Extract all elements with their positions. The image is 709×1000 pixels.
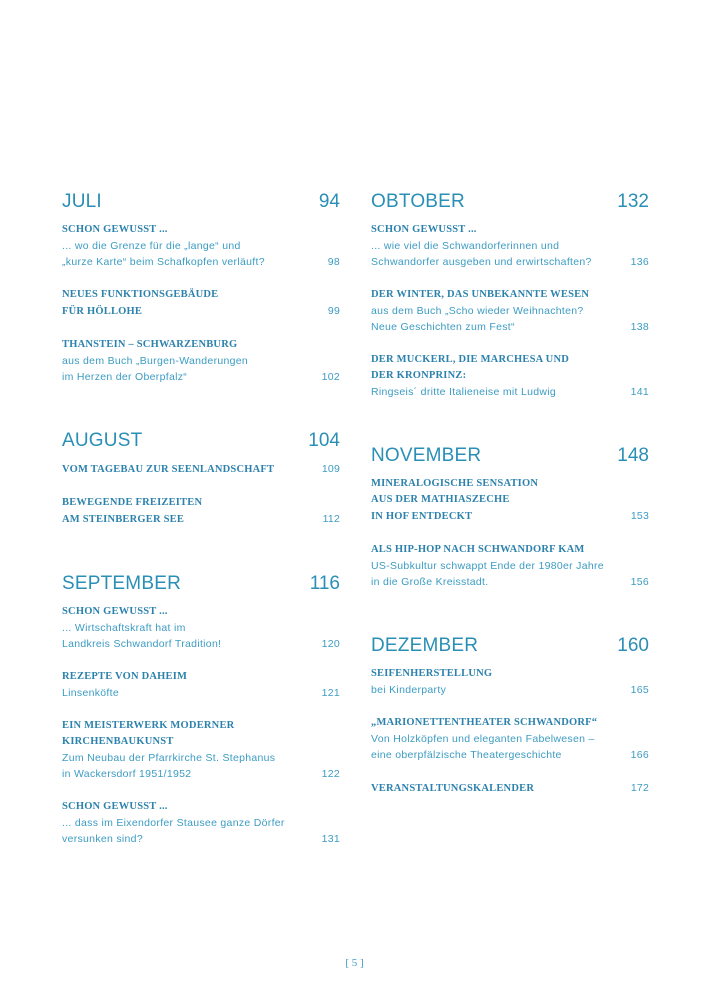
entry-text: ... dass im Eixendorfer Stausee ganze Dörfer — [62, 817, 285, 829]
entry-page-number: 102 — [321, 371, 340, 383]
entry-title-line — [371, 780, 649, 797]
toc-entry — [371, 542, 649, 590]
month-heading — [371, 444, 649, 468]
entry-title-line — [371, 492, 649, 508]
entry-subtitle-line — [62, 369, 340, 385]
entry-text: VOM TAGEBAU ZUR SEENLANDSCHAFT — [62, 464, 275, 475]
entry-page-number: 112 — [322, 513, 340, 525]
entry-subtitle-line — [371, 731, 649, 747]
entry-subtitle-line — [62, 238, 340, 254]
entry-subtitle-line — [371, 574, 649, 590]
toc-right-column — [371, 190, 649, 841]
entry-title-line — [62, 303, 340, 320]
entry-title-line — [371, 368, 649, 384]
entry-page-number: 153 — [630, 510, 649, 522]
month-page-number: 160 — [617, 635, 649, 656]
entry-text: AUS DER MATHIASZECHE — [371, 494, 510, 505]
entry-page-number: 172 — [630, 782, 649, 794]
toc-entry — [62, 337, 340, 385]
month-heading — [371, 634, 649, 658]
entry-text: SCHON GEWUSST ... — [62, 606, 168, 617]
entry-text: Linsenköfte — [62, 687, 120, 699]
month-heading — [62, 190, 340, 214]
entry-text: FÜR HÖLLOHE — [62, 306, 143, 317]
entry-text: ... wo die Grenze für die „lange“ und — [62, 240, 241, 252]
toc-entry — [371, 476, 649, 525]
toc-section-dezember — [371, 634, 649, 797]
entry-text: „kurze Karte“ beim Schafkopfen verläuft? — [62, 256, 265, 268]
entry-text: KIRCHENBAUKUNST — [62, 736, 174, 747]
entry-subtitle-line — [62, 620, 340, 636]
month-page-number: 116 — [309, 573, 340, 594]
entry-title-line — [371, 666, 649, 682]
entry-title-line — [371, 287, 649, 303]
entry-text: SCHON GEWUSST ... — [371, 224, 477, 235]
entry-subtitle-line — [62, 750, 340, 766]
entry-title-line — [62, 799, 340, 815]
entry-title-line — [371, 715, 649, 731]
month-page-number: 104 — [308, 430, 340, 451]
entry-title-line — [62, 734, 340, 750]
toc-section-september — [62, 572, 340, 847]
entry-subtitle-line — [371, 682, 649, 698]
entry-subtitle-line — [62, 353, 340, 369]
entry-text: DER WINTER, DAS UNBEKANNTE WESEN — [371, 289, 590, 300]
month-page-number: 94 — [318, 191, 340, 212]
entry-subtitle-line — [62, 636, 340, 652]
entry-text: NEUES FUNKTIONSGEBÄUDE — [62, 289, 219, 300]
entry-subtitle-line — [371, 558, 649, 574]
entry-text: US-Subkultur schwappt Ende der 1980er Jahre — [371, 560, 604, 572]
entry-page-number: 165 — [630, 684, 649, 696]
entry-text: REZEPTE VON DAHEIM — [62, 671, 188, 682]
month-name: DEZEMBER — [371, 635, 479, 656]
entry-text: DER KRONPRINZ: — [371, 370, 467, 381]
entry-subtitle-line — [62, 815, 340, 831]
toc-section-juli — [62, 190, 340, 385]
entry-text: Neue Geschichten zum Fest“ — [371, 321, 515, 333]
toc-entry — [371, 715, 649, 763]
toc-section-obtober — [371, 190, 649, 400]
entry-title-line — [62, 511, 340, 528]
toc-entry — [371, 666, 649, 698]
entry-title-line — [371, 352, 649, 368]
entry-title-line — [62, 222, 340, 238]
entry-text: VERANSTALTUNGSKALENDER — [371, 783, 535, 794]
entry-text: ALS HIP-HOP NACH SCHWANDORF KAM — [371, 544, 585, 555]
entry-page-number: 138 — [630, 321, 649, 333]
page-number: [ 5 ] — [345, 957, 364, 969]
entry-text: eine oberpfälzische Theatergeschichte — [371, 749, 562, 761]
entry-title-line — [62, 287, 340, 303]
entry-page-number: 99 — [327, 305, 340, 317]
toc-entry — [371, 780, 649, 797]
entry-text: Landkreis Schwandorf Tradition! — [62, 638, 222, 650]
entry-page-number: 166 — [630, 749, 649, 761]
entry-title-line — [62, 495, 340, 511]
entry-text: „MARIONETTENTHEATER SCHWANDORF“ — [371, 717, 598, 728]
entry-title-line — [371, 508, 649, 525]
entry-text: SEIFENHERSTELLUNG — [371, 668, 493, 679]
entry-text: Zum Neubau der Pfarrkirche St. Stephanus — [62, 752, 276, 764]
toc-entry — [62, 799, 340, 847]
entry-page-number: 141 — [630, 386, 649, 398]
toc-entry — [62, 222, 340, 270]
entry-page-number: 122 — [321, 768, 340, 780]
month-page-number: 148 — [617, 445, 649, 466]
entry-title-line — [62, 718, 340, 734]
toc-entry — [62, 495, 340, 528]
entry-subtitle-line — [62, 766, 340, 782]
entry-subtitle-line — [371, 303, 649, 319]
entry-page-number: 120 — [321, 638, 340, 650]
month-page-number: 132 — [617, 191, 649, 212]
entry-page-number: 136 — [630, 256, 649, 268]
entry-page-number: 109 — [321, 463, 340, 475]
toc-left-column — [62, 190, 340, 891]
entry-text: BEWEGENDE FREIZEITEN — [62, 497, 203, 508]
entry-text: SCHON GEWUSST ... — [62, 801, 168, 812]
toc-section-november — [371, 444, 649, 590]
entry-text: ... Wirtschaftskraft hat im — [62, 622, 186, 634]
month-name: SEPTEMBER — [62, 573, 181, 594]
entry-title-line — [62, 604, 340, 620]
entry-text: in Wackersdorf 1951/1952 — [62, 768, 192, 780]
entry-text: ... wie viel die Schwandorferinnen und — [371, 240, 560, 252]
entry-text: SCHON GEWUSST ... — [62, 224, 168, 235]
toc-entry — [62, 718, 340, 782]
month-heading — [62, 429, 340, 453]
toc-entry — [62, 461, 340, 478]
entry-subtitle-line — [371, 238, 649, 254]
entry-title-line — [62, 669, 340, 685]
entry-page-number: 156 — [630, 576, 649, 588]
toc-entry — [62, 604, 340, 652]
entry-text: Schwandorfer ausgeben und erwirtschaften? — [371, 256, 592, 268]
entry-subtitle-line — [62, 685, 340, 701]
entry-subtitle-line — [62, 254, 340, 270]
entry-text: Von Holzköpfen und eleganten Fabelwesen – — [371, 733, 595, 745]
entry-text: aus dem Buch „Burgen-Wanderungen — [62, 355, 249, 367]
entry-page-number: 121 — [321, 687, 340, 699]
toc-entry — [371, 222, 649, 270]
entry-subtitle-line — [371, 254, 649, 270]
toc-entry — [371, 287, 649, 335]
month-heading — [62, 572, 340, 596]
toc-entry — [62, 287, 340, 320]
entry-text: bei Kinderparty — [371, 684, 447, 696]
month-name: AUGUST — [62, 430, 143, 451]
toc-section-august — [62, 429, 340, 528]
entry-page-number: 98 — [327, 256, 340, 268]
entry-title-line — [371, 222, 649, 238]
entry-subtitle-line — [371, 384, 649, 400]
toc-entry — [62, 669, 340, 701]
month-heading — [371, 190, 649, 214]
month-name: NOVEMBER — [371, 445, 482, 466]
month-name: JULI — [62, 191, 102, 212]
entry-text: im Herzen der Oberpfalz“ — [62, 371, 188, 383]
entry-text: versunken sind? — [62, 833, 143, 845]
entry-text: in die Große Kreisstadt. — [371, 576, 489, 588]
entry-text: DER MUCKERL, DIE MARCHESA UND — [371, 354, 570, 365]
entry-text: Ringseis´ dritte Italieneise mit Ludwig — [371, 386, 557, 398]
entry-title-line — [62, 461, 340, 478]
entry-text: IN HOF ENTDECKT — [371, 511, 473, 522]
entry-title-line — [62, 337, 340, 353]
entry-title-line — [371, 542, 649, 558]
entry-text: THANSTEIN – SCHWARZENBURG — [62, 339, 238, 350]
entry-subtitle-line — [62, 831, 340, 847]
entry-text: aus dem Buch „Scho wieder Weihnachten? — [371, 305, 584, 317]
entry-subtitle-line — [371, 319, 649, 335]
entry-page-number: 131 — [321, 833, 340, 845]
entry-subtitle-line — [371, 747, 649, 763]
entry-text: EIN MEISTERWERK MODERNER — [62, 720, 235, 731]
toc-entry — [371, 352, 649, 400]
month-name: OBTOBER — [371, 191, 465, 212]
entry-title-line — [371, 476, 649, 492]
entry-text: MINERALOGISCHE SENSATION — [371, 478, 539, 489]
entry-text: AM STEINBERGER SEE — [62, 514, 185, 525]
